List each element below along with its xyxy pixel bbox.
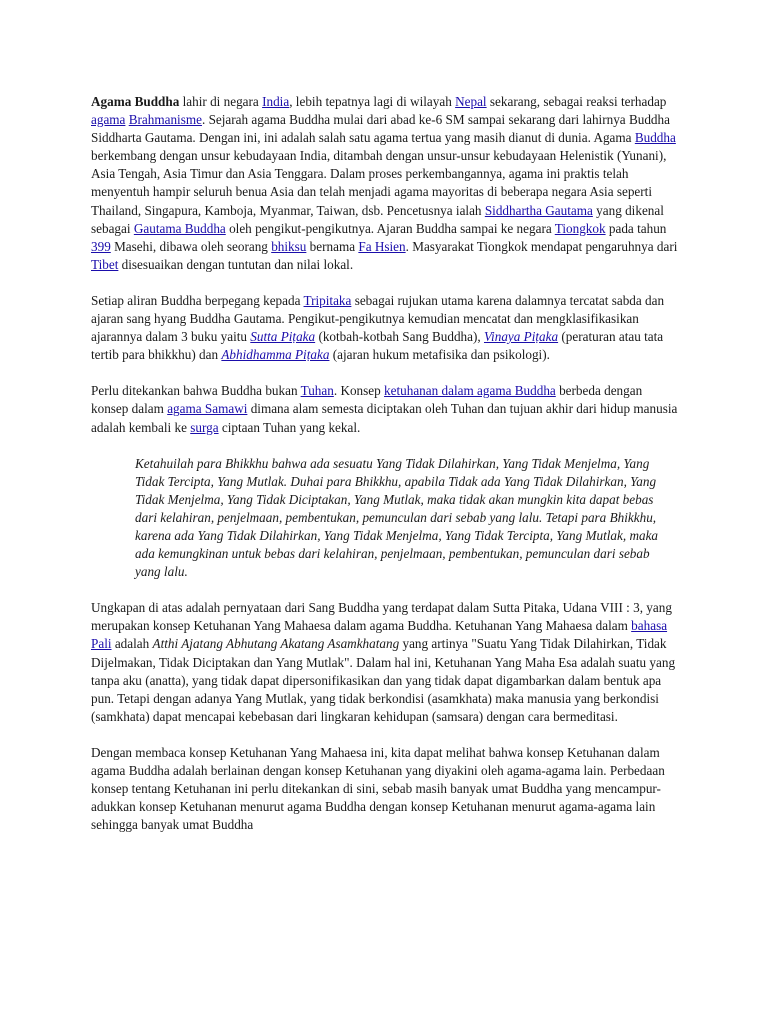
link-tiongkok[interactable]: Tiongkok [554,220,606,236]
text: Setiap aliran Buddha berpegang kepada [91,292,304,308]
block-quote: Ketahuilah para Bhikkhu bahwa ada sesuatu Yang Tidak Dilahirkan, Yang Tidak Menjelma, Yang Tidak Tercipta, Yang Mutlak. Duhai para Bhikkhu, apabila Tidak ada Yang Tidak Dilahirkan, Yang Tidak Menjelma, Yang Tidak Diciptakan, Yang Mutlak, maka tidak akan mungkin kita dapat bebas dari kelahiran, penjelmaan, pembentukan, pemunculan dari sebab yang lalu. Tetapi para Bhikkhu, karena ada Yang Tidak Dilahirkan, Yang Tidak Menjelma, Yang Tidak Tercipta, Yang Mutlak, maka ada kemungkinan untuk bebas dari kelahiran, penjelmaan, pembentukan, pemunculan dari sebab yang lalu. [135,455,659,580]
link-agama-samawi[interactable]: agama Samawi [167,401,248,417]
text: (kotbah-kotbah Sang Buddha), [315,329,484,345]
text: dimana alam semesta diciptakan oleh Tuhan dan tujuan akhir dari hidup manusia adalah kembali ke [91,401,678,435]
text: yang dikenal sebagai [91,202,664,236]
link-bahasa-pali[interactable]: bahasa Pali [91,618,668,652]
paragraph-5: Dengan membaca konsep Ketuhanan Yang Mahaesa ini, kita dapat melihat bahwa konsep Ketuhanan dalam agama Buddha adalah berlainan dengan konsep Ketuhanan yang diyakini oleh agama-agama lain. Perbedaan konsep tentang Ketuhanan ini perlu ditekankan di sini, sebab masih banyak umat Buddha yang mencampur-adukkan konsep Ketuhanan menurut agama Buddha dengan konsep Ketuhanan menurut agama-agama lain sehingga banyak umat Buddha [91,744,665,833]
link-agama[interactable]: agama [91,112,126,128]
link-siddhartha-gautama[interactable]: Siddhartha Gautama [484,202,593,218]
link-bhiksu[interactable]: bhiksu [271,238,307,254]
bold-term: Agama Buddha [91,94,180,109]
link-abhidhamma-pitaka[interactable]: Abhidhamma Piṭaka [221,347,330,363]
text: Masehi, dibawa oleh seorang [110,238,272,254]
text: Perlu ditekankan bahwa Buddha bukan [91,383,301,399]
link-buddha[interactable]: Buddha [634,130,676,146]
text: bernama [306,238,359,254]
link-tibet[interactable]: Tibet [91,256,119,272]
text: oleh pengikut-pengikutnya. Ajaran Buddha sampai ke negara [225,220,555,236]
text: Ungkapan di atas adalah pernyataan dari Sang Buddha yang terdapat dalam Sutta Pitaka, Udana VIII : 3, yang merupakan konsep Ketuhanan Yang Mahaesa dalam agama Buddha. Ketuhanan Yang Mahaesa dalam [91,600,672,634]
text: sebagai rujukan utama karena dalamnya tercatat sabda dan ajaran sang hyang Buddha Gautama. Pengikut-pengikutnya kemudian mencatat dan mengklasifikasikan ajarannya dalam 3 buku yaitu [91,292,665,345]
link-india[interactable]: India [262,94,290,109]
link-tripitaka[interactable]: Tripitaka [303,292,352,308]
text: lahir di negara [179,94,263,109]
pali-phrase: Atthi Ajatang Abhutang Akatang Asamkhatang [152,636,400,652]
text: adalah [111,636,153,652]
text: pada tahun [605,220,667,236]
text: yang artinya "Suatu Yang Tidak Dilahirkan, Tidak Dijelmakan, Tidak Diciptakan dan Yang Mutlak". Dalam hal ini, Ketuhanan Yang Maha Esa adalah suatu yang tanpa aku (anatta), yang tidak dapat dipersonifikasikan dan yang tidak dapat digambarkan dalam bentuk apa pun. Tetapi dengan adanya Yang Mutlak, yang tidak berkondisi (asamkhata) maka manusia yang berkondisi (samkhata) dapat mencapai kebebasan dari lingkaran kehidupan (samsara) dengan cara bermeditasi. [91,636,676,724]
text: . Masyarakat Tiongkok mendapat pengaruhnya dari [405,238,678,254]
text: (ajaran hukum metafisika dan psikologi). [329,347,550,363]
link-tuhan[interactable]: Tuhan [300,383,334,399]
link-brahmanisme[interactable]: Brahmanisme [128,112,202,128]
paragraph-3 [91,382,682,436]
text: . Konsep [333,383,385,399]
text: (peraturan atau tata tertib para bhikkhu) dan [91,329,664,363]
text: . Sejarah agama Buddha mulai dari abad ke-6 SM sampai sekarang dari lahirnya Buddha Siddharta Gautama. Dengan ini, ini adalah salah satu agama tertua yang masih dianut di dunia. Agama [91,112,670,146]
paragraph-2 [91,292,682,364]
paragraph-1 [91,93,682,274]
link-surga[interactable]: surga [190,419,219,435]
text: berkembang dengan unsur kebudayaan India, ditambah dengan unsur-unsur kebudayaan Helenistik (Yunani), Asia Tengah, Asia Timur dan Asia Tenggara. Dalam proses perkembangannya, agama ini praktis telah menyentuh hampir seluruh benua Asia dan telah menjadi agama mayoritas di beberapa negara Asia seperti Thailand, Singapura, Kamboja, Myanmar, Taiwan, dsb. Pencetusnya ialah [91,148,667,218]
text: , lebih tepatnya lagi di wilayah [289,94,456,109]
link-ketuhanan-dalam-agama-buddha[interactable]: ketuhanan dalam agama Buddha [384,383,556,399]
link-vinaya-pitaka[interactable]: Vinaya Piṭaka [483,329,559,345]
text: sekarang, sebagai reaksi terhadap [486,94,667,109]
paragraph-4 [91,599,682,726]
link-fa-hsien[interactable]: Fa Hsien [358,238,406,254]
text: ciptaan Tuhan yang kekal. [218,419,361,435]
link-nepal[interactable]: Nepal [455,94,487,109]
link-sutta-pitaka[interactable]: Sutta Piṭaka [250,329,316,345]
text: berbeda dengan konsep dalam [91,383,643,417]
link-399[interactable]: 399 [91,238,111,254]
link-gautama-buddha[interactable]: Gautama Buddha [133,220,226,236]
text: disesuaikan dengan tuntutan dan nilai lokal. [118,256,354,272]
